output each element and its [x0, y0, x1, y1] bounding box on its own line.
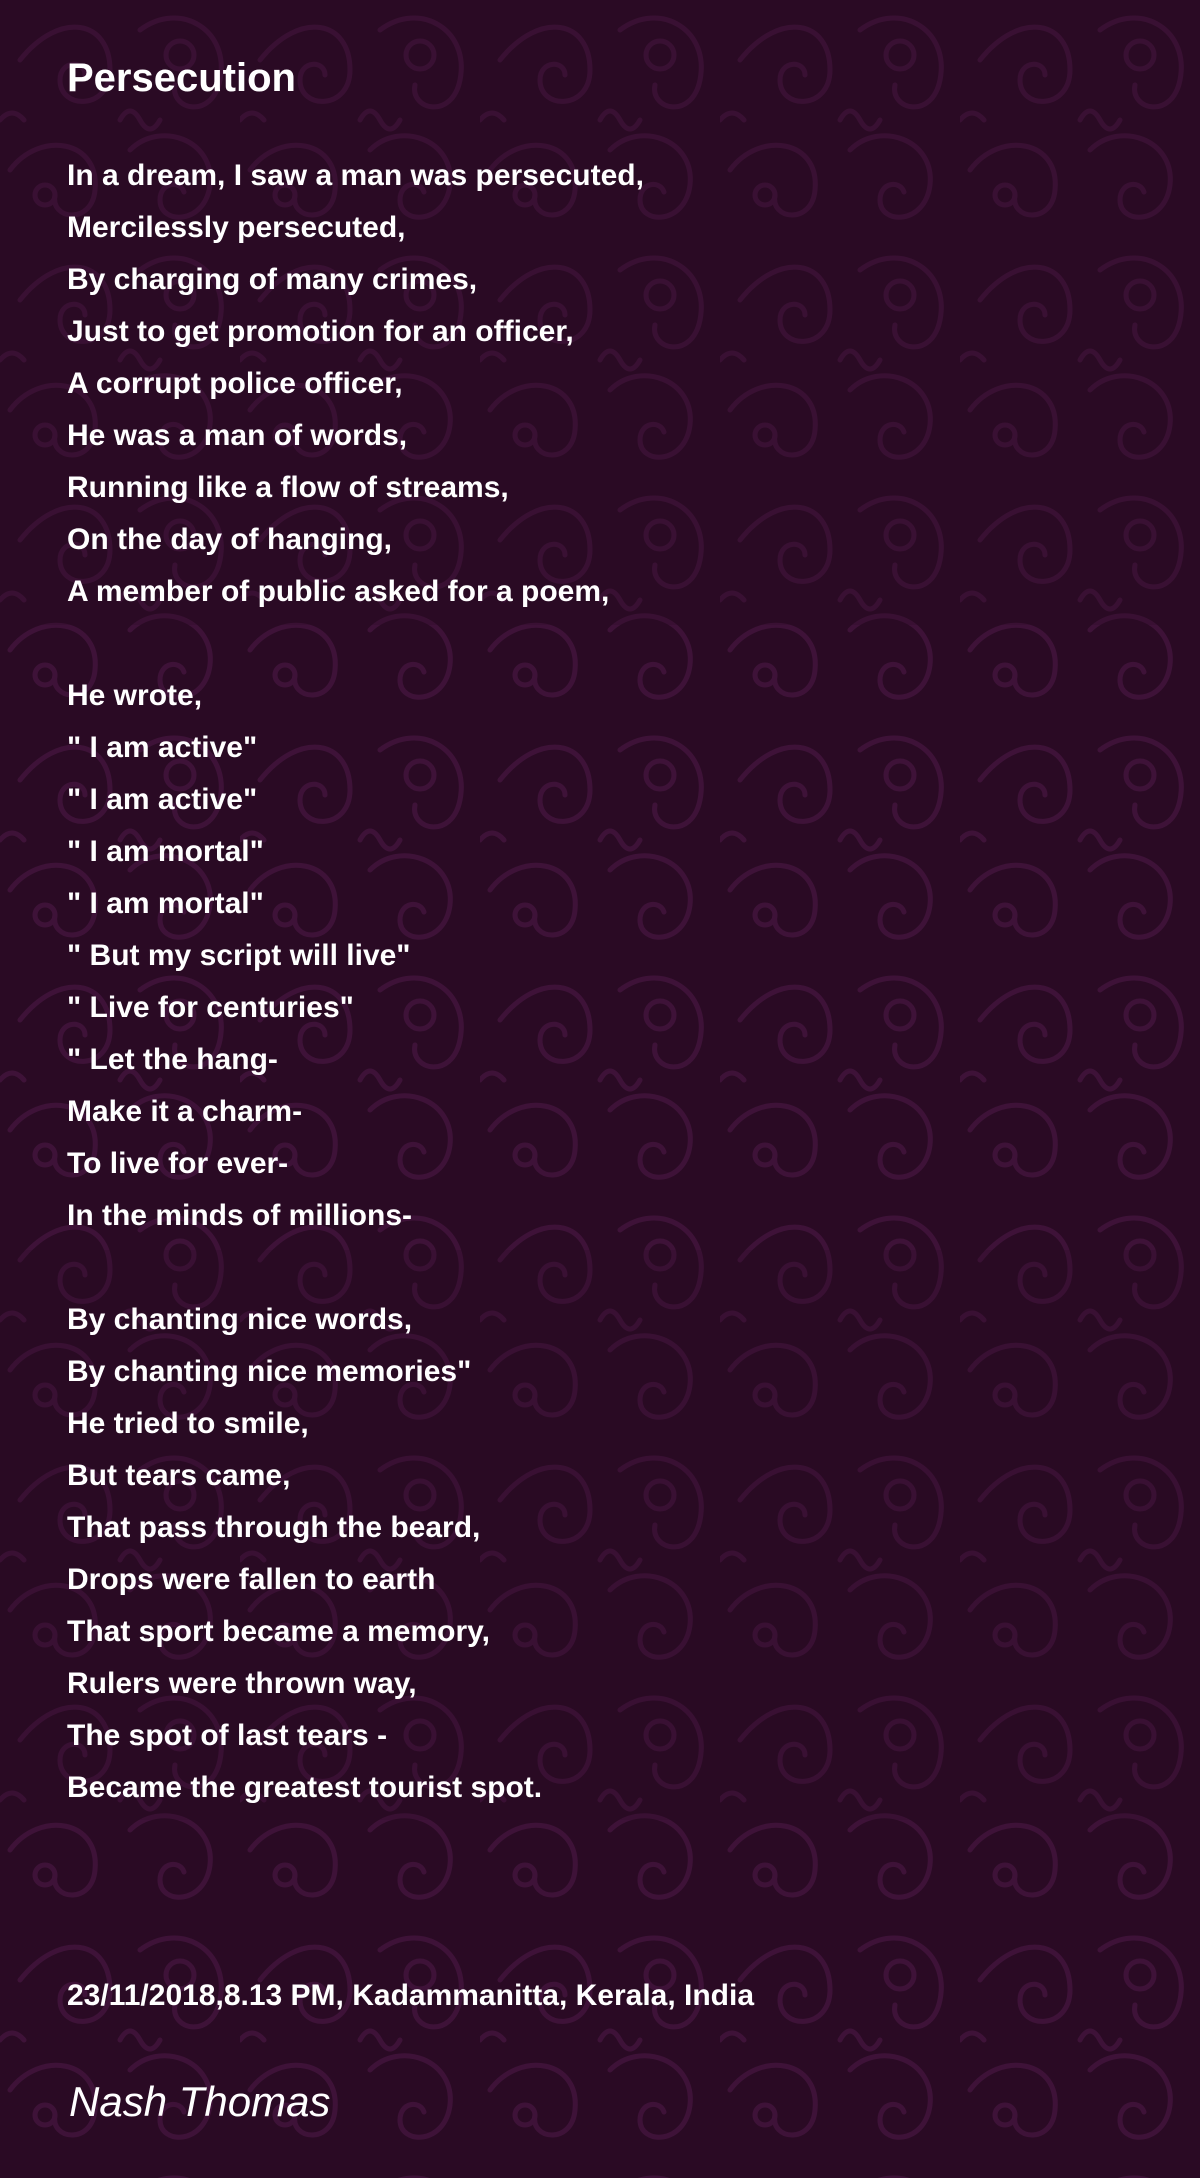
poem-title: Persecution: [67, 56, 296, 100]
poem-line: Became the greatest tourist spot.: [67, 1771, 543, 1804]
stanza-3: [67, 1294, 644, 1814]
poem-line: He tried to smile,: [67, 1407, 309, 1440]
poem-body: [67, 150, 644, 1814]
poem-line: " I am active": [67, 731, 258, 764]
poem-line: On the day of hanging,: [67, 523, 392, 556]
poem-line: " I am active": [67, 783, 258, 816]
poem-line: In the minds of millions-: [67, 1199, 412, 1232]
poem-line: " I am mortal": [67, 887, 264, 920]
poem-line: A member of public asked for a poem,: [67, 575, 610, 608]
poem-line: Rulers were thrown way,: [67, 1667, 417, 1700]
poem-line: By chanting nice memories": [67, 1355, 472, 1388]
poem-line: In a dream, I saw a man was persecuted,: [67, 159, 644, 192]
poem-line: " But my script will live": [67, 939, 411, 972]
poem-line: The spot of last tears -: [67, 1719, 388, 1752]
poem-line: Just to get promotion for an officer,: [67, 315, 574, 348]
poem-line: Drops were fallen to earth: [67, 1563, 436, 1596]
poem-line: That sport became a memory,: [67, 1615, 490, 1648]
poem-line: Make it a charm-: [67, 1095, 303, 1128]
poem-line: " Let the hang-: [67, 1043, 278, 1076]
poem-line: He was a man of words,: [67, 419, 408, 452]
poem-date-place: 23/11/2018,8.13 PM, Kadammanitta, Kerala, India: [67, 1979, 755, 2012]
poem-line: Running like a flow of streams,: [67, 471, 509, 504]
poem-line: To live for ever-: [67, 1147, 289, 1180]
poem-line: " Live for centuries": [67, 991, 354, 1024]
poem-line: A corrupt police officer,: [67, 367, 403, 400]
poem-line: Mercilessly persecuted,: [67, 211, 406, 244]
poem-author: Nash Thomas: [69, 2078, 331, 2125]
poem-line: By charging of many crimes,: [67, 263, 478, 296]
stanza-1: [67, 150, 644, 618]
poem-line: He wrote,: [67, 679, 203, 712]
stanza-2: [67, 670, 644, 1242]
poem-line: But tears came,: [67, 1459, 291, 1492]
poem-line: " I am mortal": [67, 835, 264, 868]
poem-line: That pass through the beard,: [67, 1511, 481, 1544]
poem-line: By chanting nice words,: [67, 1303, 413, 1336]
